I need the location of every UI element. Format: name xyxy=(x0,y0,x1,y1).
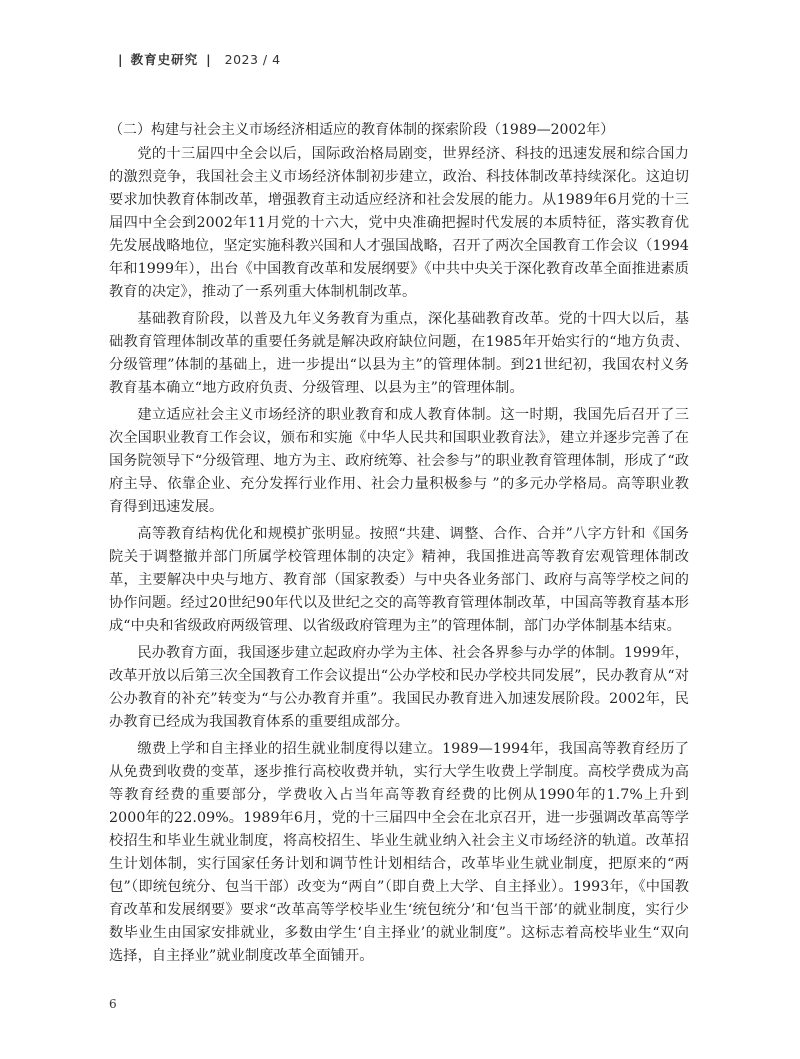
journal-title: 教育史研究 xyxy=(130,52,199,67)
page-number: 6 xyxy=(109,997,117,1011)
running-header xyxy=(114,50,281,68)
article-body xyxy=(109,119,689,972)
paragraph-5: 民办教育方面，我国逐步建立起政府办学为主体、社会各界参与办学的体制。1999年，改革开放以后第三次全国教育工作会议提出“公办学校和民办学校共同发展”，民办教育从“对公办教育的补充”转变为“与公办教育并重”。我国民办教育进入加速发展阶段。2002年，民办教育已经成为我国教育体系的重要组成部分。 xyxy=(109,645,689,730)
paragraph-3: 建立适应社会主义市场经济的职业教育和成人教育体制。这一时期，我国先后召开了三次全国职业教育工作会议，颁布和实施《中华人民共和国职业教育法》，建立并逐步完善了在国务院领导下“分级管理、地方为主、政府统筹、社会参与”的职业教育管理体制，形成了“政府主导、依靠企业、充分发挥行业作用、社会力量积极参与 ”的多元办学格局。高等职业教育得到迅速发展。 xyxy=(109,407,689,515)
journal-issue: 2023 / 4 xyxy=(224,52,281,67)
paragraph-4: 高等教育结构优化和规模扩张明显。按照“共建、调整、合作、合并”八字方针和《国务院关于调整撤并部门所属学校管理体制的决定》精神，我国推进高等教育宏观管理体制改革，主要解决中央与地方、教育部（国家教委）与中央各业务部门、政府与高等学校之间的协作问题。经过20世纪90年代以及世纪之交的高等教育管理体制改革，中国高等教育基本形成“中央和省级政府两级管理、以省级政府管理为主”的管理体制，部门办学体制基本结束。 xyxy=(109,526,689,634)
paragraph-1: 党的十三届四中全会以后，国际政治格局剧变，世界经济、科技的迅速发展和综合国力的激烈竞争，我国社会主义市场经济体制初步建立，政治、科技体制改革持续深化。这迫切要求加快教育体制改革，增强教育主动适应经济和社会发展的能力。从1989年6月党的十三届四中全会到2002年11月党的十六大，党中央准确把握时代发展的本质特征，落实教育优先发展战略地位，坚定实施科教兴国和人才强国战略，召开了两次全国教育工作会议（1994年和1999年），出台《中国教育改革和发展纲要》《中共中央关于深化教育改革全面推进素质教育的决定》，推动了一系列重大体制机制改革。 xyxy=(109,146,689,300)
paragraph-2: 基础教育阶段，以普及九年义务教育为重点，深化基础教育改革。党的十四大以后，基础教育管理体制改革的重要任务就是解决政府缺位问题，在1985年开始实行的“地方负责、分级管理”体制的基础上，进一步提出“以县为主”的管理体制。到21世纪初，我国农村义务教育基本确立“地方政府负责、分级管理、以县为主”的管理体制。 xyxy=(109,311,689,396)
header-left-bar: | xyxy=(118,52,123,67)
header-right-bar: | xyxy=(206,52,211,67)
paragraph-6: 缴费上学和自主择业的招生就业制度得以建立。1989—1994年，我国高等教育经历了从免费到收费的变革，逐步推行高校收费并轨，实行大学生收费上学制度。高校学费成为高等教育经费的重要部分，学费收入占当年高等教育经费的比例从1990年的1.7%上升到2000年的22.09%。1989年6月，党的十三届四中全会在北京召开，进一步强调改革高等学校招生和毕业生就业制度，将高校招生、毕业生就业纳入社会主义市场经济的轨道。改革招生计划体制，实行国家任务计划和调节性计划相结合，改革毕业生就业制度，把原来的“两包”（即统包统分、包当干部）改变为“两自”（即自费上大学、自主择业）。1993年，《中国教育改革和发展纲要》要求“改革高等学校毕业生‘统包统分’和‘包当干部’的就业制度，实行少数毕业生由国家安排就业，多数由学生‘自主择业’的就业制度”。这标志着高校毕业生“双向选择，自主择业”就业制度改革全面铺开。 xyxy=(109,741,689,964)
section-title: （二）构建与社会主义市场经济相适应的教育体制的探索阶段（1989—2002年） xyxy=(109,122,615,138)
